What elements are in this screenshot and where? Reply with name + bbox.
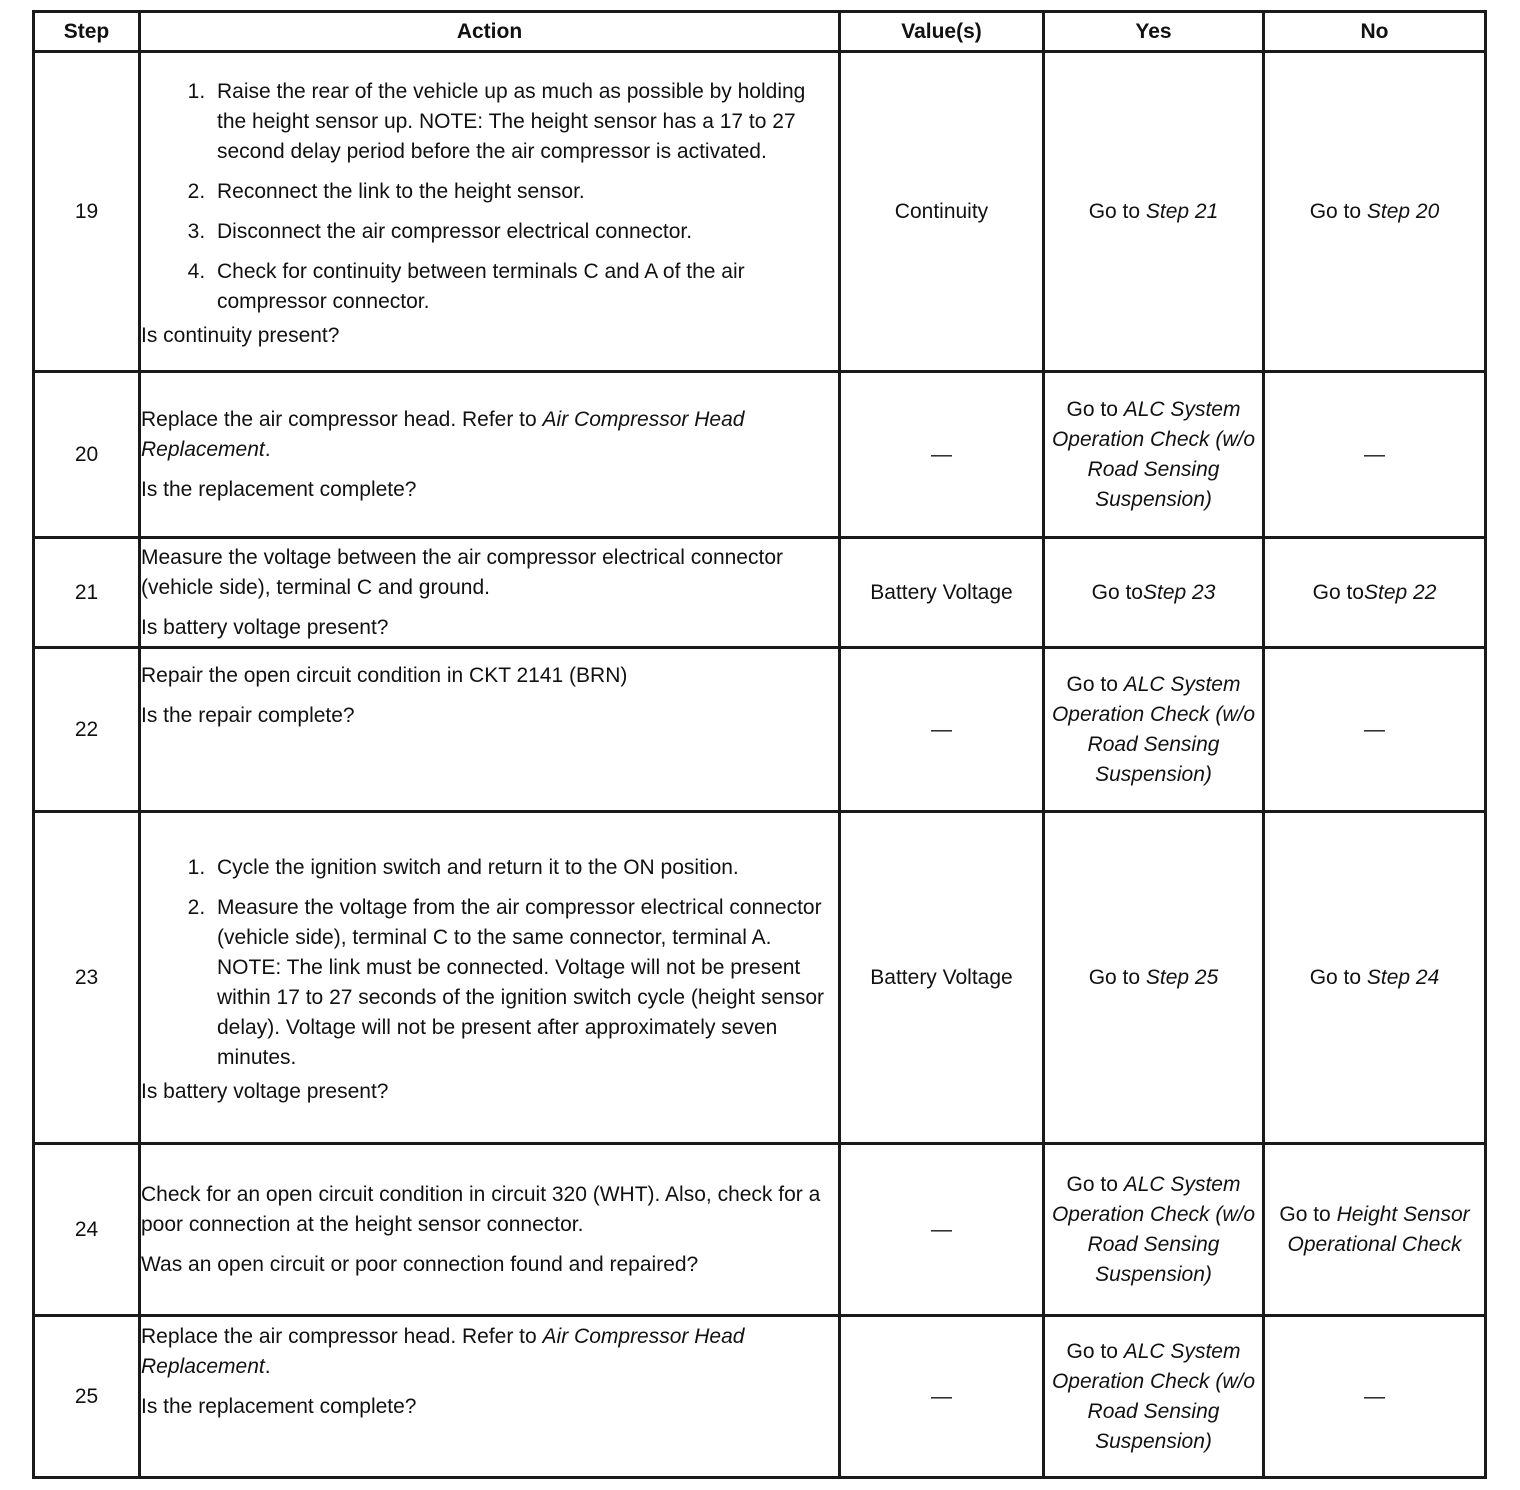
no-step-reference: Step 22: [1363, 580, 1437, 604]
yes-step-reference: Step 25: [1145, 965, 1219, 989]
step-number: 23: [34, 812, 140, 1144]
value-cell: —: [840, 372, 1044, 538]
table-row: [34, 52, 1486, 372]
no-procedure-reference: Height Sensor Operational Check: [1287, 1202, 1470, 1256]
diagnostic-table: [32, 10, 1487, 1479]
instruction-text: Replace the air compressor head. Refer to Air Compressor Head Replacement.: [141, 407, 745, 461]
step-number: 20: [34, 372, 140, 538]
procedure-item: 1. Cycle the ignition switch and return it to the ON position.: [211, 853, 838, 883]
table-row: [34, 648, 1486, 812]
procedure-item: 1. Raise the rear of the vehicle up as much as possible by holding the height sensor up. NOTE: The height sensor has a 17 to 27 second delay period before the air compressor is activated.: [211, 77, 838, 167]
action-cell: [140, 648, 840, 812]
yes-procedure-reference: ALC System Operation Check (w/o Road Sensing Suspension): [1051, 672, 1256, 786]
no-result: —: [1364, 717, 1385, 741]
question-text: Is battery voltage present?: [141, 615, 389, 639]
question-text: Is the repair complete?: [141, 703, 355, 727]
table-row: [34, 812, 1486, 1144]
table-row: [34, 538, 1486, 648]
question-text: Is the replacement complete?: [141, 477, 417, 501]
action-cell: [140, 1316, 840, 1478]
no-result: —: [1364, 1384, 1385, 1408]
yes-prefix: Go to: [1066, 397, 1124, 421]
yes-cell: [1044, 1144, 1264, 1316]
no-cell: [1264, 812, 1486, 1144]
yes-procedure-reference: ALC System Operation Check (w/o Road Sensing Suspension): [1051, 1339, 1256, 1453]
procedure-reference: Air Compressor Head Replacement: [141, 407, 745, 461]
action-cell: [140, 812, 840, 1144]
value-cell: —: [840, 648, 1044, 812]
no-cell: [1264, 1144, 1486, 1316]
no-cell: [1264, 372, 1486, 538]
procedure-item: 2. Reconnect the link to the height sensor.: [211, 177, 838, 207]
no-result: —: [1364, 442, 1385, 466]
question-text: Was an open circuit or poor connection found and repaired?: [141, 1252, 699, 1276]
no-prefix: Go to: [1279, 1202, 1337, 1226]
yes-prefix: Go to: [1066, 1339, 1124, 1363]
value-cell: Battery Voltage: [840, 812, 1044, 1144]
question-text: Is continuity present?: [141, 323, 340, 347]
yes-step-reference: Step 23: [1142, 580, 1216, 604]
yes-procedure-reference: ALC System Operation Check (w/o Road Sensing Suspension): [1051, 397, 1256, 511]
table-row: [34, 1144, 1486, 1316]
procedure-item: 4. Check for continuity between terminals C and A of the air compressor connector.: [211, 257, 838, 317]
header-values: Value(s): [840, 12, 1044, 52]
step-number: 19: [34, 52, 140, 372]
table-row: [34, 372, 1486, 538]
question-text: Is the replacement complete?: [141, 1394, 417, 1418]
yes-cell: [1044, 1316, 1264, 1478]
yes-procedure-reference: ALC System Operation Check (w/o Road Sensing Suspension): [1051, 1172, 1256, 1286]
value-cell: —: [840, 1144, 1044, 1316]
no-cell: [1264, 538, 1486, 648]
value-cell: —: [840, 1316, 1044, 1478]
yes-prefix: Go to: [1088, 199, 1146, 223]
step-number: 24: [34, 1144, 140, 1316]
procedure-item: 3. Disconnect the air compressor electrical connector.: [211, 217, 838, 247]
action-cell: [140, 372, 840, 538]
instruction-text: Repair the open circuit condition in CKT 2141 (BRN): [141, 663, 628, 687]
no-prefix: Go to: [1309, 199, 1367, 223]
no-cell: [1264, 1316, 1486, 1478]
yes-cell: [1044, 538, 1264, 648]
no-step-reference: Step 20: [1366, 199, 1440, 223]
header-action: Action: [140, 12, 840, 52]
yes-prefix: Go to: [1091, 580, 1143, 604]
header-yes: Yes: [1044, 12, 1264, 52]
yes-cell: [1044, 648, 1264, 812]
procedure-reference: Air Compressor Head Replacement: [141, 1324, 745, 1378]
no-step-reference: Step 24: [1366, 965, 1440, 989]
yes-cell: [1044, 52, 1264, 372]
step-number: 22: [34, 648, 140, 812]
action-cell: [140, 52, 840, 372]
action-cell: [140, 538, 840, 648]
yes-prefix: Go to: [1066, 1172, 1124, 1196]
instruction-text: Measure the voltage between the air compressor electrical connector (vehicle side), terminal C and ground.: [141, 545, 783, 599]
header-no: No: [1264, 12, 1486, 52]
no-prefix: Go to: [1309, 965, 1367, 989]
yes-prefix: Go to: [1066, 672, 1124, 696]
step-number: 25: [34, 1316, 140, 1478]
yes-cell: [1044, 372, 1264, 538]
instruction-text: Check for an open circuit condition in circuit 320 (WHT). Also, check for a poor connection at the height sensor connector.: [141, 1182, 821, 1236]
no-prefix: Go to: [1312, 580, 1364, 604]
step-number: 21: [34, 538, 140, 648]
question-text: Is battery voltage present?: [141, 1079, 389, 1103]
no-cell: [1264, 52, 1486, 372]
action-cell: [140, 1144, 840, 1316]
procedure-list: [141, 77, 838, 321]
header-step: Step: [34, 12, 140, 52]
instruction-text: Replace the air compressor head. Refer to Air Compressor Head Replacement.: [141, 1324, 745, 1378]
procedure-list: [141, 853, 838, 1077]
value-cell: Continuity: [840, 52, 1044, 372]
value-cell: Battery Voltage: [840, 538, 1044, 648]
header-row: [34, 12, 1486, 52]
procedure-item: 2. Measure the voltage from the air compressor electrical connector (vehicle side), terminal C to the same connector, terminal A. NOTE: The link must be connected. Voltage will not be present within 17 to 27 seconds of the ignition switch cycle (height sensor delay). Voltage will not be present after approximately seven minutes.: [211, 893, 838, 1073]
no-cell: [1264, 648, 1486, 812]
yes-prefix: Go to: [1088, 965, 1146, 989]
table-row: [34, 1316, 1486, 1478]
yes-cell: [1044, 812, 1264, 1144]
yes-step-reference: Step 21: [1145, 199, 1219, 223]
